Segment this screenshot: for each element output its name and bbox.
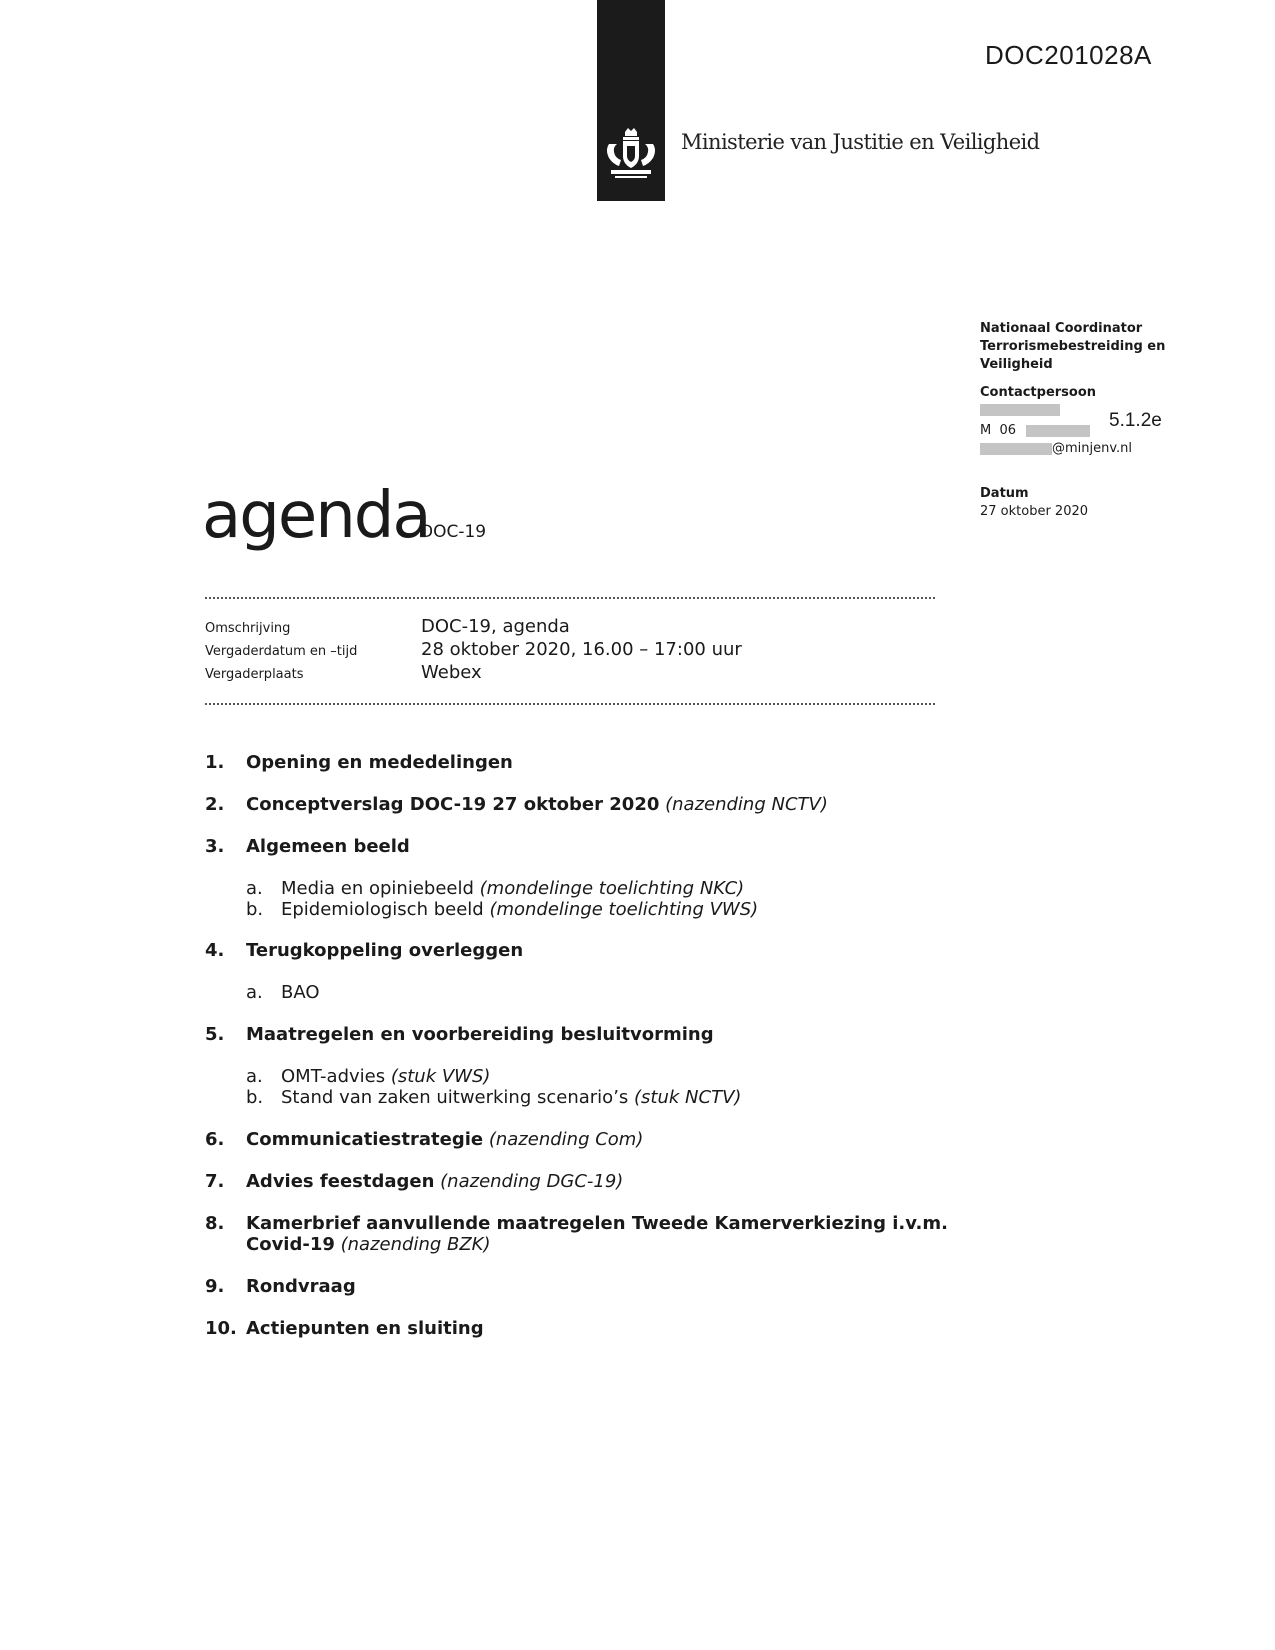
phone-prefix: M 06 — [980, 423, 1017, 438]
meta-value: Webex — [421, 662, 482, 683]
item-number: 5. — [205, 1024, 225, 1045]
sender-org-line: Terrorismebestreiding en — [980, 339, 1166, 354]
sender-block — [980, 320, 1190, 402]
subitem-note: (stuk VWS) — [390, 1066, 491, 1087]
subitem-letter: a. — [246, 878, 263, 899]
sender-org-line: Nationaal Coordinator — [980, 321, 1143, 336]
date-label: Datum — [980, 486, 1029, 501]
item-title: Rondvraag — [246, 1276, 356, 1297]
ministry-name: Ministerie van Justitie en Veiligheid — [681, 130, 1040, 154]
redacted-phone — [1026, 425, 1090, 437]
page-title: agenda — [202, 479, 430, 553]
meta-key: Omschrijving — [205, 621, 291, 636]
page-subtitle: DOC-19 — [420, 522, 487, 542]
subitem-letter: b. — [246, 1087, 264, 1108]
item-number: 10. — [205, 1318, 237, 1339]
email-suffix: @minjenv.nl — [1052, 441, 1133, 456]
item-note: (nazending DGC-19) — [440, 1171, 624, 1192]
date-block — [980, 485, 1088, 521]
subitem-note: (stuk NCTV) — [634, 1087, 742, 1108]
item-note: (nazending NCTV) — [665, 794, 828, 815]
subitem-letter: a. — [246, 1066, 263, 1087]
subitem-text: Media en opiniebeeld — [281, 878, 474, 899]
ministry-logo-bar — [597, 0, 665, 201]
item-title: Terugkoppeling overleggen — [246, 940, 524, 961]
email-line — [980, 441, 1132, 456]
item-note: (nazending BZK) — [340, 1234, 491, 1255]
item-note: (nazending Com) — [488, 1129, 644, 1150]
item-title: Conceptverslag DOC-19 27 oktober 2020 — [246, 794, 660, 815]
subitem-text: Stand van zaken uitwerking scenario’s — [281, 1087, 629, 1108]
item-number: 2. — [205, 794, 225, 815]
sender-org-line: Veiligheid — [980, 357, 1053, 372]
phone-line — [980, 423, 1090, 438]
subitem-text: Epidemiologisch beeld — [281, 899, 484, 920]
item-number: 1. — [205, 752, 225, 773]
item-title: Opening en mededelingen — [246, 752, 513, 773]
item-number: 8. — [205, 1213, 225, 1234]
item-title: Maatregelen en voorbereiding besluitvorming — [246, 1024, 714, 1045]
redacted-email — [980, 443, 1052, 455]
redaction-code: 5.1.2e — [1109, 410, 1162, 431]
item-title: Actiepunten en sluiting — [246, 1318, 484, 1339]
item-number: 4. — [205, 940, 225, 961]
item-title: Communicatiestrategie — [246, 1129, 484, 1150]
meta-value: 28 oktober 2020, 16.00 – 17:00 uur — [421, 639, 742, 660]
contact-label: Contactpersoon — [980, 385, 1097, 400]
item-number: 7. — [205, 1171, 225, 1192]
divider — [205, 703, 935, 705]
coat-of-arms-icon — [601, 126, 661, 184]
item-number: 3. — [205, 836, 225, 857]
item-title: Advies feestdagen — [246, 1171, 435, 1192]
redacted-name — [980, 404, 1060, 416]
subitem-note: (mondelinge toelichting NKC) — [479, 878, 745, 899]
subitem-letter: b. — [246, 899, 264, 920]
item-title: Kamerbrief aanvullende maatregelen Tweede Kamerverkiezing i.v.m. Covid-19 — [246, 1213, 948, 1255]
document-code: DOC201028A — [985, 40, 1152, 70]
item-number: 9. — [205, 1276, 225, 1297]
divider — [205, 597, 935, 599]
subitem-text: OMT-advies — [281, 1066, 386, 1087]
subitem-note: (mondelinge toelichting VWS) — [489, 899, 759, 920]
meta-value: DOC-19, agenda — [421, 616, 570, 637]
date-value: 27 oktober 2020 — [980, 504, 1089, 519]
meta-key: Vergaderplaats — [205, 667, 304, 682]
meta-key: Vergaderdatum en –tijd — [205, 644, 358, 659]
subitem-text: BAO — [281, 982, 320, 1003]
item-number: 6. — [205, 1129, 225, 1150]
subitem-letter: a. — [246, 982, 263, 1003]
item-title: Algemeen beeld — [246, 836, 410, 857]
